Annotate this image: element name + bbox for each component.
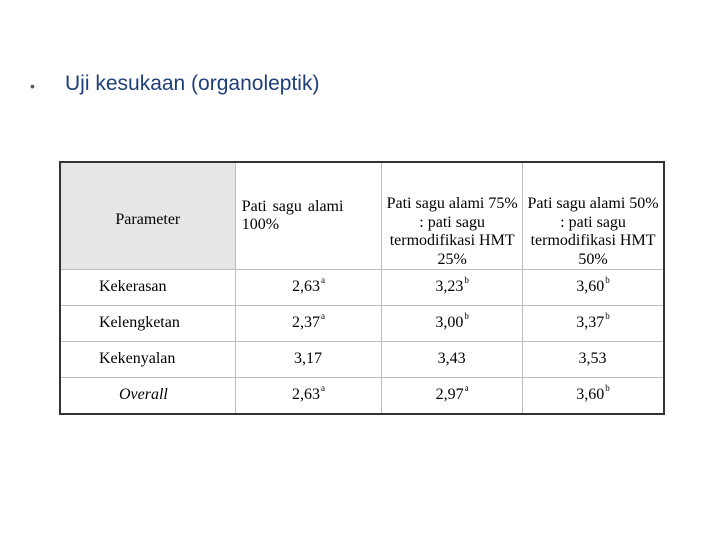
significance-letter: a xyxy=(320,311,325,322)
header-col-100: Pati sagu alami 100% xyxy=(235,162,382,270)
cell-value: 3,37$^b$ xyxy=(523,306,664,342)
cell-value: 3,23$^b$ xyxy=(382,270,523,306)
cell-value: 2,63$^a$ xyxy=(235,270,382,306)
row-parameter: Overall xyxy=(60,378,235,415)
header-col-75-25: Pati sagu alami 75% : pati sagu termodifikasi HMT 25% xyxy=(382,162,523,270)
significance-letter: a xyxy=(464,383,469,394)
cell-value: 3,60$^b$ xyxy=(523,378,664,415)
row-parameter: Kekerasan xyxy=(60,270,235,306)
significance-letter: a xyxy=(320,383,325,394)
table-row xyxy=(60,378,664,415)
slide-title: Uji kesukaan (organoleptik) xyxy=(65,72,320,95)
significance-letter: b xyxy=(605,275,610,286)
significance-letter: b xyxy=(605,311,610,322)
significance-letter: b xyxy=(605,383,610,394)
cell-value: 3,43 xyxy=(382,342,523,378)
cell-value: 3,00$^b$ xyxy=(382,306,523,342)
cell-value: 2,97$^a$ xyxy=(382,378,523,415)
significance-letter: a xyxy=(320,275,325,286)
header-parameter: Parameter xyxy=(60,162,235,270)
cell-value: 3,17 xyxy=(235,342,382,378)
results-table xyxy=(59,161,665,415)
table-row xyxy=(60,342,664,378)
row-parameter: Kelengketan xyxy=(60,306,235,342)
cell-value: 2,63$^a$ xyxy=(235,378,382,415)
cell-value: 2,37$^a$ xyxy=(235,306,382,342)
significance-letter: b xyxy=(464,311,469,322)
significance-letter: b xyxy=(464,275,469,286)
cell-value: 3,60$^b$ xyxy=(523,270,664,306)
table-row xyxy=(60,270,664,306)
table-row xyxy=(60,306,664,342)
table-header-row xyxy=(60,162,664,270)
row-parameter: Kekenyalan xyxy=(60,342,235,378)
bullet-point: • xyxy=(30,78,35,94)
cell-value: 3,53 xyxy=(523,342,664,378)
header-col-50-50: Pati sagu alami 50% : pati sagu termodifikasi HMT 50% xyxy=(523,162,664,270)
